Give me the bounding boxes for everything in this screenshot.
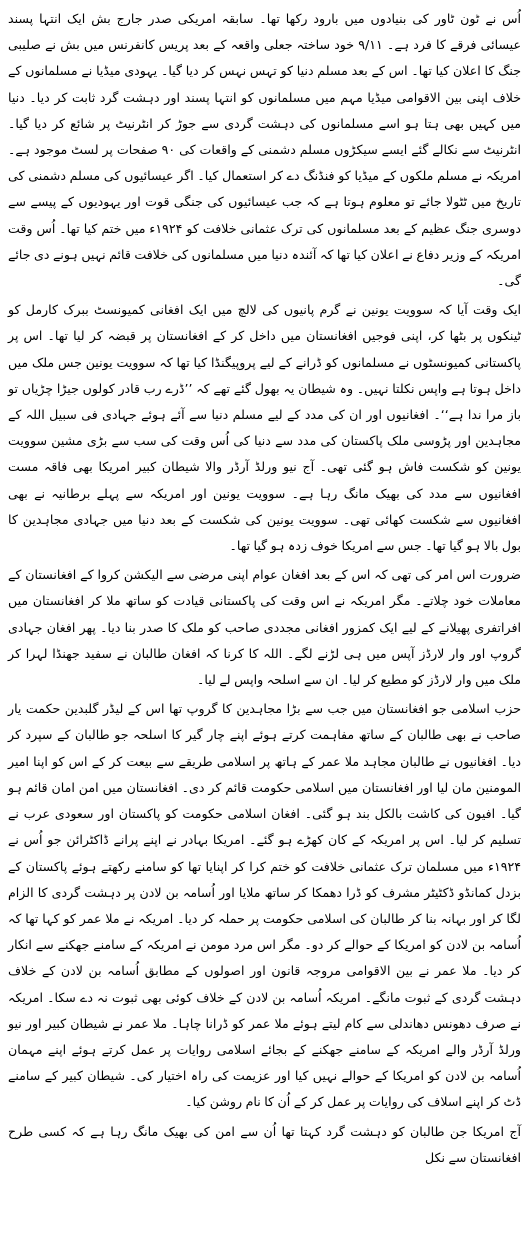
article-paragraph-5: آج امریکا جن طالبان کو دہشت گرد کہتا تھا اُن سے امن کی بھیک مانگ رہا ہے کہ کسی طرح افغانستان سے نکل [8,1123,521,1165]
article-paragraph-2: ایک وقت آیا کہ سوویت یونین نے گرم پانیوں کی لالچ میں ایک افغانی کمیونسٹ ببرک کارمل کو ٹینکوں پر بٹھا کر، اپنی فوجیں افغانستان میں داخل کر کے افغانستان پر قبضہ کر لیا تھا۔ اس پر پاکستانی کمیونسٹوں نے مسلمانوں کو ڈرانے کے لیے پروپیگنڈا کیا تھا کہ سوویت یونین جس ملک میں داخل ہوتا ہے واپس نکلتا نہیں۔ وہ شیطان یہ بھول گئے تھے کہ ’’ڈرے رب قادر کولوں جیڑا چڑیاں تو باز مرا ندا ہے‘‘۔ افغانیوں اور ان کی مدد کے لیے مسلم دنیا سے آئے ہوئے جہادی فی سبیل اللہ کے مجاہدین اور پڑوسی ملک پاکستان کی مدد سے دنیا کی اُس وقت کی سب سے بڑی مشین سوویت یونین کو شکست فاش ہو گئی تھی۔ آج نیو ورلڈ آرڈر والا شیطان کبیر امریکا بھی فاقہ مست افغانیوں سے مدد کی بھیک مانگ رہا ہے۔ سوویت یونین اور امریکہ سے پہلے برطانیہ نے بھی افغانیوں سے شکست کھائی تھی۔ سوویت یونین کی شکست کے بعد دنیا میں جہادی مجاہدین کا بول بالا ہو گیا تھا۔ جس سے امریکا خوف زدہ ہو گیا تھا۔ [8,302,521,554]
article-paragraph-3: ضرورت اس امر کی تھی کہ اس کے بعد افغان عوام اپنی مرضی سے الیکشن کروا کے افغانستان کے معاملات خود چلاتے۔ مگر امریکہ نے اس وقت کی پاکستانی قیادت کو ساتھ ملا کر افغانستان میں افراتفری پھیلانے کے لیے ایک کمزور افغانی مجددی صاحب کو ملک کا صدر بنا دیا۔ پھر افغان جہادی گروپ اور وار لارڈز آپس میں ہی لڑنے لگے۔ اللہ کا کرنا کہ افغان طالبان نے سفید جھنڈا لہرا کر ملک میں وار لارڈز کو مطیع کر لیا۔ ان سے اسلحہ واپس لے لیا۔ [8,567,521,688]
article-paragraph-1: اُس نے ٹون ٹاور کی بنیادوں میں بارود رکھا تھا۔ سابقہ امریکی صدر جارج بش ایک انتہا پسند عیسائی فرقے کا فرد ہے۔ ۹/۱۱ خود ساختہ جعلی واقعہ کے بعد پریس کانفرنس میں بش نے صلیبی جنگ کا اعلان کیا تھا۔ اس کے بعد مسلم دنیا کو تہس نہس کر دیا گیا۔ یہودی میڈیا نے مسلمانوں کے خلاف اپنی بین الاقوامی میڈیا مہم میں مسلمانوں کو انتہا پسند اور دہشت گرد ثابت کر دیا۔ دنیا میں کہیں بھی ہتا ہو اسے مسلمانوں کی دہشت گردی سے جوڑ کر انٹرنیٹ پر شائع کر دیا گیا۔ انٹرنیٹ سے نکالے گئے ایسے سیکڑوں مسلم دشمنی کے واقعات کی ۹۰ صفحات پر لسٹ موجود ہے۔ امریکہ نے مسلم ملکوں کے میڈیا کو فنڈنگ دے کر استعمال کیا۔ اگر عیسائیوں کی مسلم دشمنی کی تاریخ میں ٹٹولا جائے تو معلوم ہوتا ہے کہ جب عیسائیوں کی جنگی قوت اور یہودیوں کے پیسے سے دوسری جنگ عظیم کے بعد مسلمانوں کی ترک عثمانی خلافت کو ۱۹۲۴ء میں ختم کیا تھا۔ اُس وقت امریکہ کے وزیر دفاع نے اعلان کیا تھا کہ آئندہ دنیا میں مسلمانوں کی خلافت قائم نہیں ہونے دی جائے گی۔ [8,11,521,289]
article-paragraph-4: حزب اسلامی جو افغانستان میں جب سے بڑا مجاہدین کا گروپ تھا اس کے لیڈر گلبدین حکمت یار صاحب نے بھی طالبان کے ساتھ مفاہمت کرتے ہوئے اپنے چار گیر کا اسلحہ جو طالبان کے سپرد کر دیا۔ افغانیوں نے طالبان مجاہد ملا عمر کے ہاتھ پر اسلامی طریقے سے بیعت کر کے اس کو اپنا امیر المومنین مان لیا اور افغانستان میں اسلامی حکومت قائم کر دی۔ افغانستان میں امن امان قائم ہو گیا۔ افیون کی کاشت بالکل بند ہو گئی۔ افغان اسلامی حکومت کو پاکستان اور سعودی عرب نے تسلیم کر لیا۔ اس پر امریکہ کے کان کھڑے ہو گئے۔ امریکا بہادر نے اپنے پرانے ڈاکٹرائن جو اُس نے ۱۹۲۴ء میں مسلمان ترک عثمانی خلافت کو ختم کرا کر اپنایا تھا کو سامنے رکھتے ہوئے پاکستان کے بزدل کمانڈو ڈکٹیٹر مشرف کو ڈرا دھمکا کر ساتھ ملایا اور اُسامہ بن لادن پر دہشت گردی کا الزام لگا کر اور بہانہ بنا کر طالبان کی اسلامی حکومت پر حملہ کر دیا۔ امریکہ نے ملا عمر کو کہا تھا کہ اُسامہ بن لادن کو امریکا کے حوالے کر دو۔ مگر اس مرد مومن نے امریکہ کے سامنے جھکنے سے انکار کر دیا۔ ملا عمر نے بین الاقوامی مروجہ قانون اور اصولوں کے مطابق اُسامہ بن لادن کے خلاف دہشت گردی کے ثبوت مانگے۔ امریکہ اُسامہ بن لادن کے خلاف کوئی بھی ثبوت نہ دے سکا۔ امریکہ نے صرف دھونس دھاندلی سے کام لیتے ہوئے ملا عمر کو ڈرانا چاہا۔ ملا عمر نے شیطان کبیر اور نیو ورلڈ آرڈر والے امریکہ کے سامنے جھکنے کے بجائے اسلامی روایات پر عمل کرتے ہوئے اپنے مہمان اُسامہ بن لادن کو امریکا کے حوالے نہیں کیا اور عزیمت کی راہ اختیار کی۔ شیطان کبیر کے سامنے ڈٹ کر اپنے اسلاف کی روایات پر عمل کر کے اُن کا نام روشن کیا۔ [8,701,521,1110]
